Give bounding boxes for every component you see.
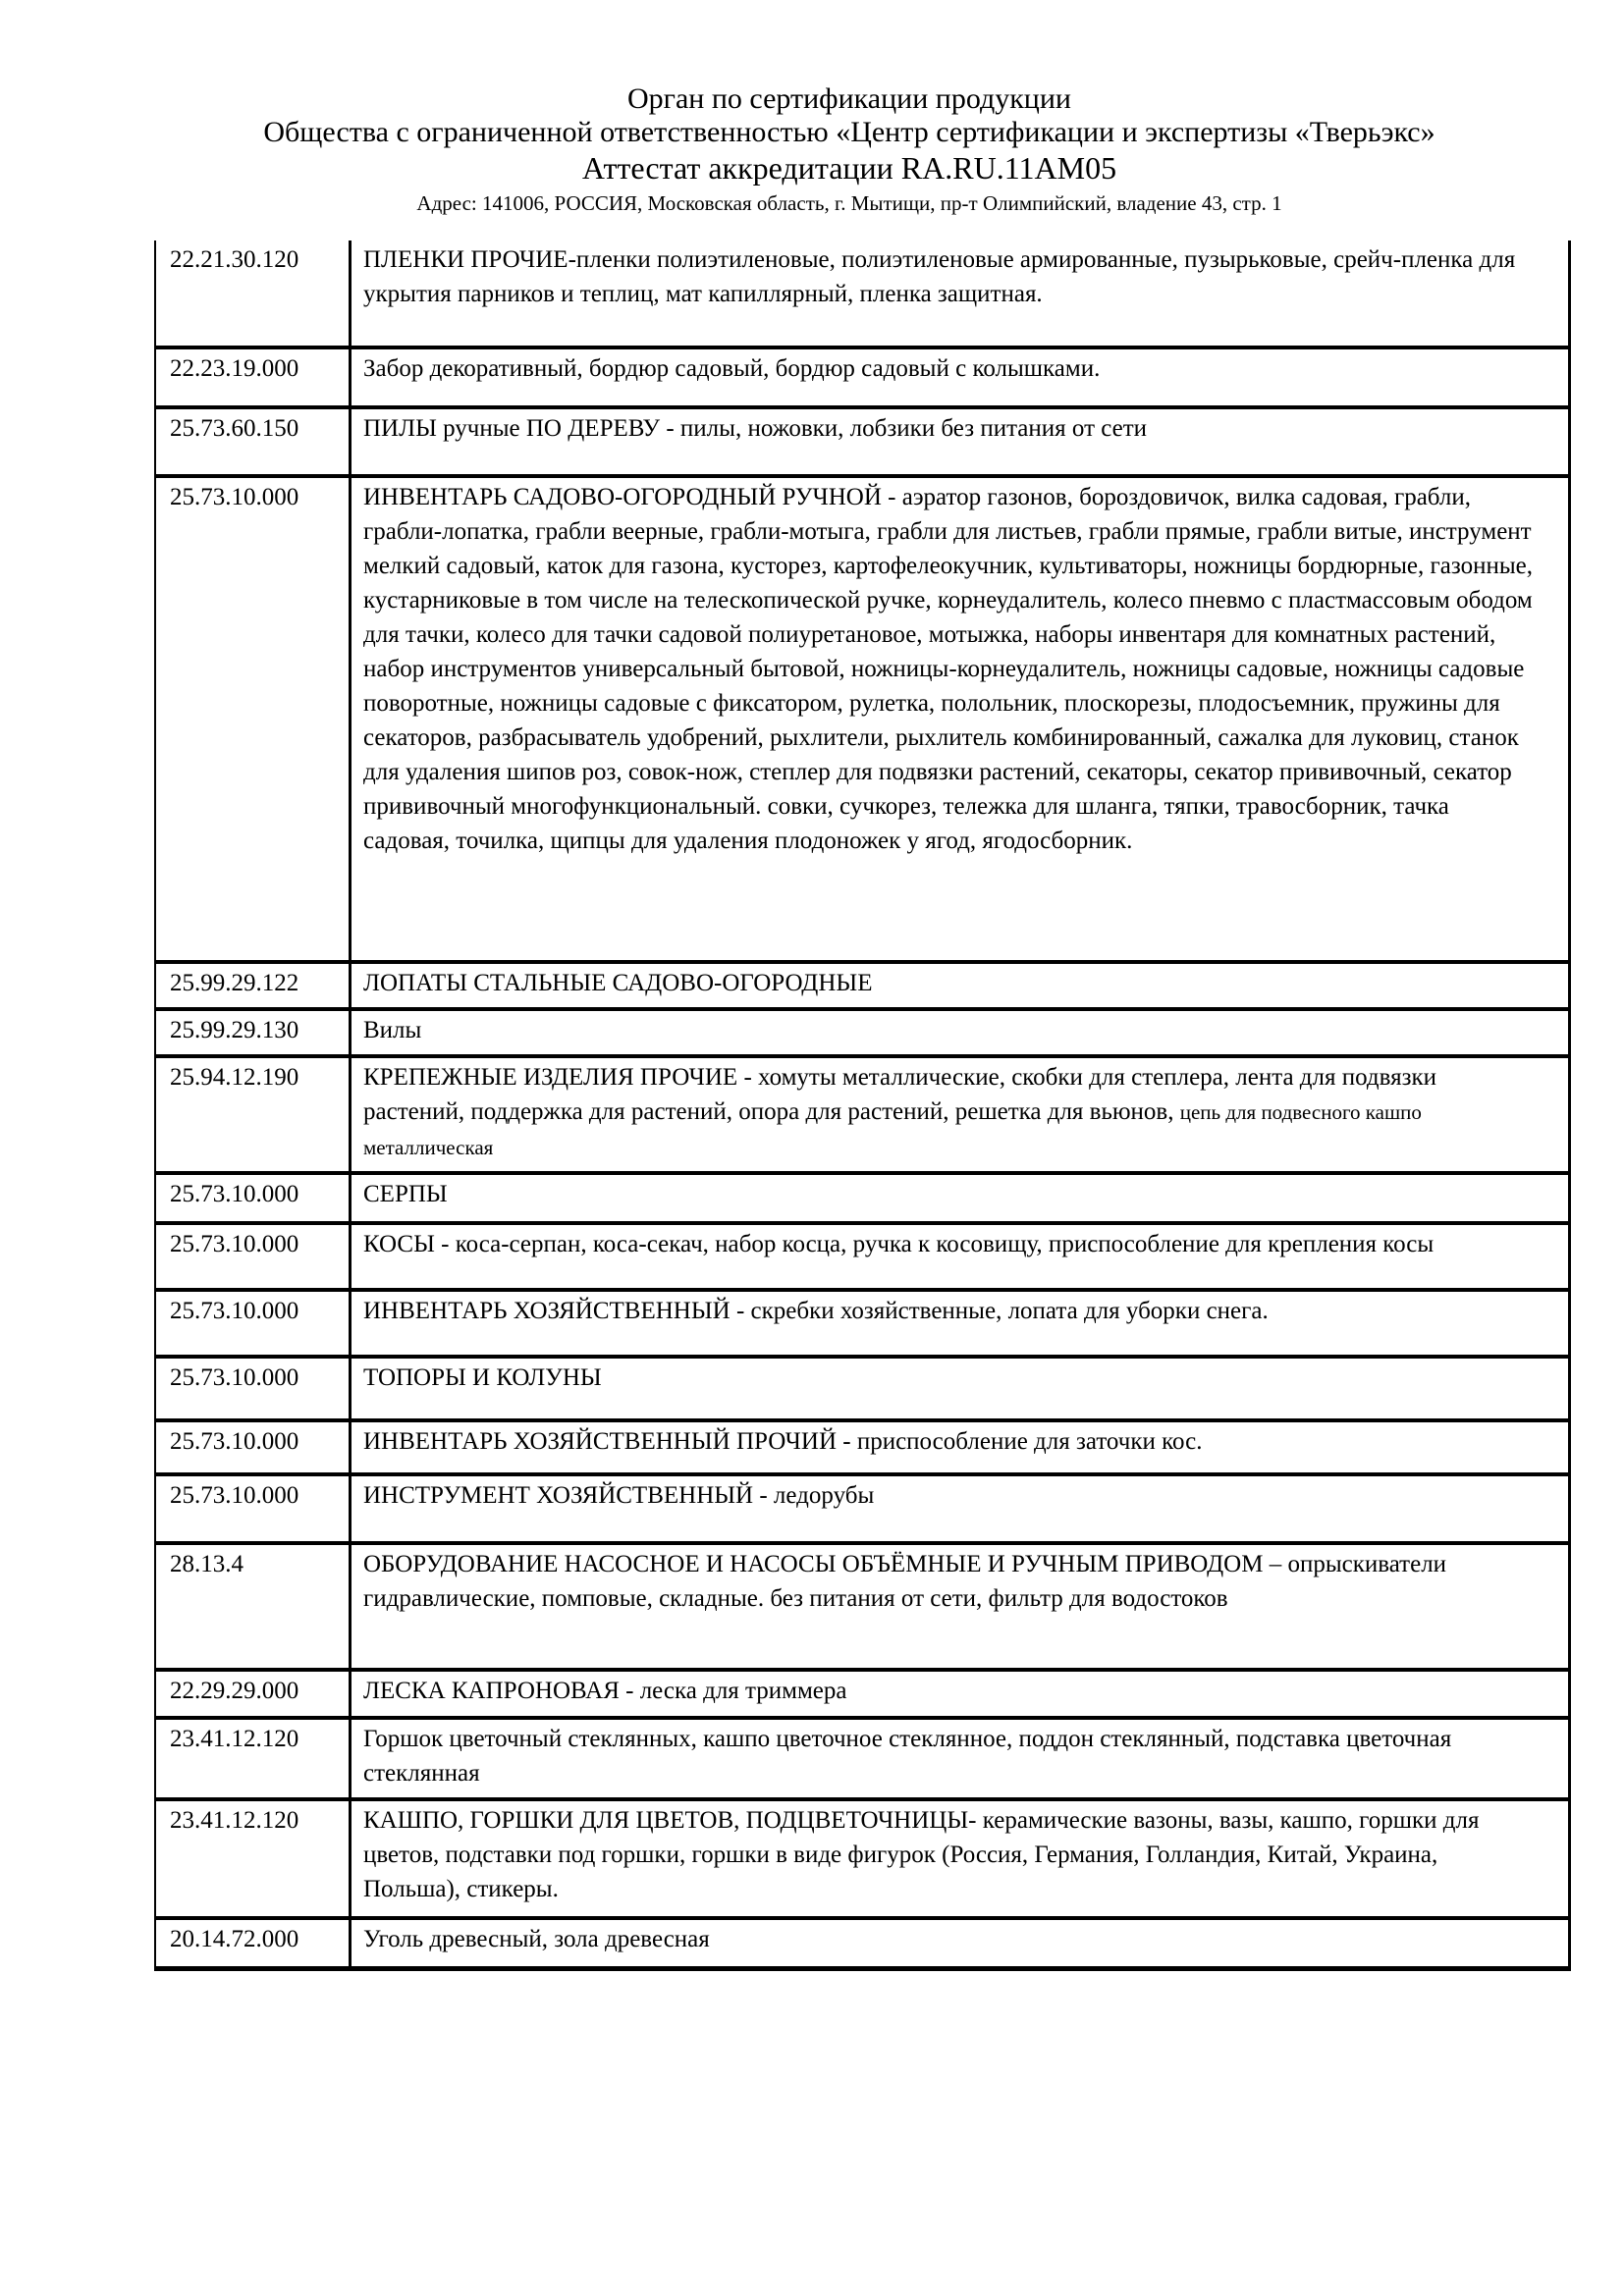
product-code: 25.73.10.000 bbox=[170, 484, 299, 510]
table-row bbox=[156, 478, 1568, 964]
table-row bbox=[156, 1225, 1568, 1292]
description-cell bbox=[352, 1058, 1568, 1171]
product-code: 25.73.10.000 bbox=[170, 1231, 299, 1257]
description-cell bbox=[352, 1292, 1568, 1355]
table-row bbox=[156, 964, 1568, 1011]
code-cell bbox=[156, 349, 352, 405]
table-row bbox=[156, 349, 1568, 409]
code-cell bbox=[156, 1476, 352, 1541]
table-row bbox=[156, 409, 1568, 478]
product-code: 28.13.4 bbox=[170, 1551, 244, 1577]
code-cell bbox=[156, 1225, 352, 1288]
product-code: 22.23.19.000 bbox=[170, 355, 299, 382]
description-cell bbox=[352, 1422, 1568, 1472]
code-cell bbox=[156, 240, 352, 346]
product-code: 23.41.12.120 bbox=[170, 1726, 299, 1752]
product-description: ИНВЕНТАРЬ ХОЗЯЙСТВЕННЫЙ ПРОЧИЙ - приспособление для заточки кос. bbox=[363, 1428, 1203, 1455]
table-row bbox=[156, 1476, 1568, 1545]
code-cell bbox=[156, 409, 352, 474]
product-description: ИНВЕНТАРЬ САДОВО-ОГОРОДНЫЙ РУЧНОЙ - аэратор газонов, бороздовичок, вилка садовая, грабли, грабли-лопатка, грабли веерные, грабли-мотыга, грабли для листьев, грабли прямые, грабли витые, инструмент мелкий садовый, каток для газона, кусторез, картофелеокучник, культиваторы, ножницы бордюрные, газонные, кустарниковые в том числе на телескопической ручке, корнеудалитель, колесо пневмо с пластмассовым ободом для тачки, колесо для тачки садовой полиуретановое, мотыжка, наборы инвентаря для комнатных растений, набор инструментов универсальный бытовой, ножницы-корнеудалитель, ножницы садовые, ножницы садовые поворотные, ножницы садовые с фиксатором, рулетка, полольник, плоскорезы, плодосъемник, пружины для секаторов, разбрасыватель удобрений, рыхлители, рыхлитель комбинированный, сажалка для луковиц, станок для удаления шипов роз, совок-нож, степлер для подвязки растений, секаторы, секатор прививочный, секатор прививочный многофункциональный. совки, сучкорез, тележка для шланга, тяпки, травосборник, тачка садовая, точилка, щипцы для удаления плодоножек у ягод, ягодосборник. bbox=[363, 484, 1533, 854]
description-cell bbox=[352, 349, 1568, 405]
header-company-line: Общества с ограниченной ответственностью «Центр сертификации и экспертизы «Тверьэкс» bbox=[263, 116, 1435, 148]
description-cell bbox=[352, 1011, 1568, 1054]
product-description: СЕРПЫ bbox=[363, 1181, 448, 1207]
table-row bbox=[156, 1920, 1568, 1966]
description-cell bbox=[352, 1359, 1568, 1418]
code-cell bbox=[156, 1672, 352, 1716]
description-cell bbox=[352, 1545, 1568, 1668]
product-description: Забор декоративный, бордюр садовый, бордюр садовый с колышками. bbox=[363, 355, 1101, 382]
table-row bbox=[156, 1175, 1568, 1225]
product-description: ЛЕСКА КАПРОНОВАЯ - леска для триммера bbox=[363, 1678, 847, 1704]
description-cell bbox=[352, 1672, 1568, 1716]
product-code: 25.73.10.000 bbox=[170, 1298, 299, 1324]
product-description: ИНСТРУМЕНТ ХОЗЯЙСТВЕННЫЙ - ледорубы bbox=[363, 1482, 875, 1509]
document-header bbox=[0, 0, 1624, 218]
code-cell bbox=[156, 1720, 352, 1797]
description-cell bbox=[352, 1225, 1568, 1288]
product-code: 23.41.12.120 bbox=[170, 1807, 299, 1834]
product-code: 25.73.10.000 bbox=[170, 1364, 299, 1391]
table-row bbox=[156, 1011, 1568, 1058]
product-description: ПИЛЫ ручные ПО ДЕРЕВУ - пилы, ножовки, лобзики без питания от сети bbox=[363, 415, 1148, 442]
table-row bbox=[156, 1801, 1568, 1920]
code-cell bbox=[156, 478, 352, 960]
product-code: 25.99.29.130 bbox=[170, 1017, 299, 1043]
product-description: КРЕПЕЖНЫЕ ИЗДЕЛИЯ ПРОЧИЕ - хомуты металлические, скобки для степлера, лента для подвязки растений, поддержка для растений, опора для растений, решетка для вьюнов, bbox=[363, 1064, 1436, 1125]
product-description: ИНВЕНТАРЬ ХОЗЯЙСТВЕННЫЙ - скребки хозяйственные, лопата для уборки снега. bbox=[363, 1298, 1269, 1324]
product-code: 22.21.30.120 bbox=[170, 246, 299, 273]
code-cell bbox=[156, 1545, 352, 1668]
code-cell bbox=[156, 1920, 352, 1966]
header-address-line: Адрес: 141006, РОССИЯ, Московская область, г. Мытищи, пр-т Олимпийский, владение 43, стр. 1 bbox=[416, 191, 1282, 215]
header-cert-body-line: Орган по сертификации продукции bbox=[627, 82, 1071, 115]
description-cell bbox=[352, 478, 1568, 960]
table-row bbox=[156, 1672, 1568, 1720]
product-code: 25.99.29.122 bbox=[170, 970, 299, 996]
table-row bbox=[156, 1720, 1568, 1801]
table-row bbox=[156, 1058, 1568, 1175]
code-cell bbox=[156, 1011, 352, 1054]
product-code: 25.73.10.000 bbox=[170, 1428, 299, 1455]
product-description: КАШПО, ГОРШКИ ДЛЯ ЦВЕТОВ, ПОДЦВЕТОЧНИЦЫ- керамические вазоны, вазы, кашпо, горшки для цветов, подставки под горшки, горшки в виде фигурок (Россия, Германия, Голландия, Китай, Украина, Польша), стикеры. bbox=[363, 1807, 1480, 1902]
product-description: ТОПОРЫ И КОЛУНЫ bbox=[363, 1364, 602, 1391]
description-cell bbox=[352, 409, 1568, 474]
description-cell bbox=[352, 1476, 1568, 1541]
code-cell bbox=[156, 1292, 352, 1355]
description-cell bbox=[352, 1175, 1568, 1221]
product-description: ПЛЕНКИ ПРОЧИЕ-пленки полиэтиленовые, полиэтиленовые армированные, пузырьковые, срейч-пленка для укрытия парников и теплиц, мат капиллярный, пленка защитная. bbox=[363, 246, 1516, 307]
description-cell bbox=[352, 1720, 1568, 1797]
product-description: Горшок цветочный стеклянных, кашпо цветочное стеклянное, поддон стеклянный, подставка цветочная стеклянная bbox=[363, 1726, 1452, 1787]
product-code: 22.29.29.000 bbox=[170, 1678, 299, 1704]
product-description: Уголь древесный, зола древесная bbox=[363, 1926, 710, 1952]
description-cell bbox=[352, 1801, 1568, 1916]
product-code: 25.73.10.000 bbox=[170, 1181, 299, 1207]
code-cell bbox=[156, 1801, 352, 1916]
product-code: 25.94.12.190 bbox=[170, 1064, 299, 1091]
description-cell bbox=[352, 964, 1568, 1007]
product-description: КОСЫ - коса-серпан, коса-секач, набор косца, ручка к косовищу, приспособление для крепления косы bbox=[363, 1231, 1435, 1257]
table-row bbox=[156, 240, 1568, 349]
code-cell bbox=[156, 1359, 352, 1418]
table-row bbox=[156, 1359, 1568, 1422]
description-cell bbox=[352, 240, 1568, 346]
product-description-small: цепь для подвесного кашпо металлическая bbox=[363, 1100, 1422, 1159]
code-cell bbox=[156, 1058, 352, 1171]
description-cell bbox=[352, 1920, 1568, 1966]
table-row bbox=[156, 1292, 1568, 1359]
product-description: ОБОРУДОВАНИЕ НАСОСНОЕ И НАСОСЫ ОБЪЁМНЫЕ И РУЧНЫМ ПРИВОДОМ – опрыскиватели гидравлические, помповые, складные. без питания от сети, фильтр для водостоков bbox=[363, 1551, 1447, 1612]
product-description: Вилы bbox=[363, 1017, 422, 1043]
product-code: 20.14.72.000 bbox=[170, 1926, 299, 1952]
header-accreditation-line: Аттестат аккредитации RA.RU.11АМ05 bbox=[581, 150, 1117, 186]
code-cell bbox=[156, 964, 352, 1007]
code-cell bbox=[156, 1175, 352, 1221]
code-cell bbox=[156, 1422, 352, 1472]
product-codes-table bbox=[154, 240, 1571, 1971]
product-code: 25.73.60.150 bbox=[170, 415, 299, 442]
product-code: 25.73.10.000 bbox=[170, 1482, 299, 1509]
product-description: ЛОПАТЫ СТАЛЬНЫЕ САДОВО-ОГОРОДНЫЕ bbox=[363, 970, 873, 996]
table-row bbox=[156, 1545, 1568, 1672]
table-row bbox=[156, 1422, 1568, 1476]
